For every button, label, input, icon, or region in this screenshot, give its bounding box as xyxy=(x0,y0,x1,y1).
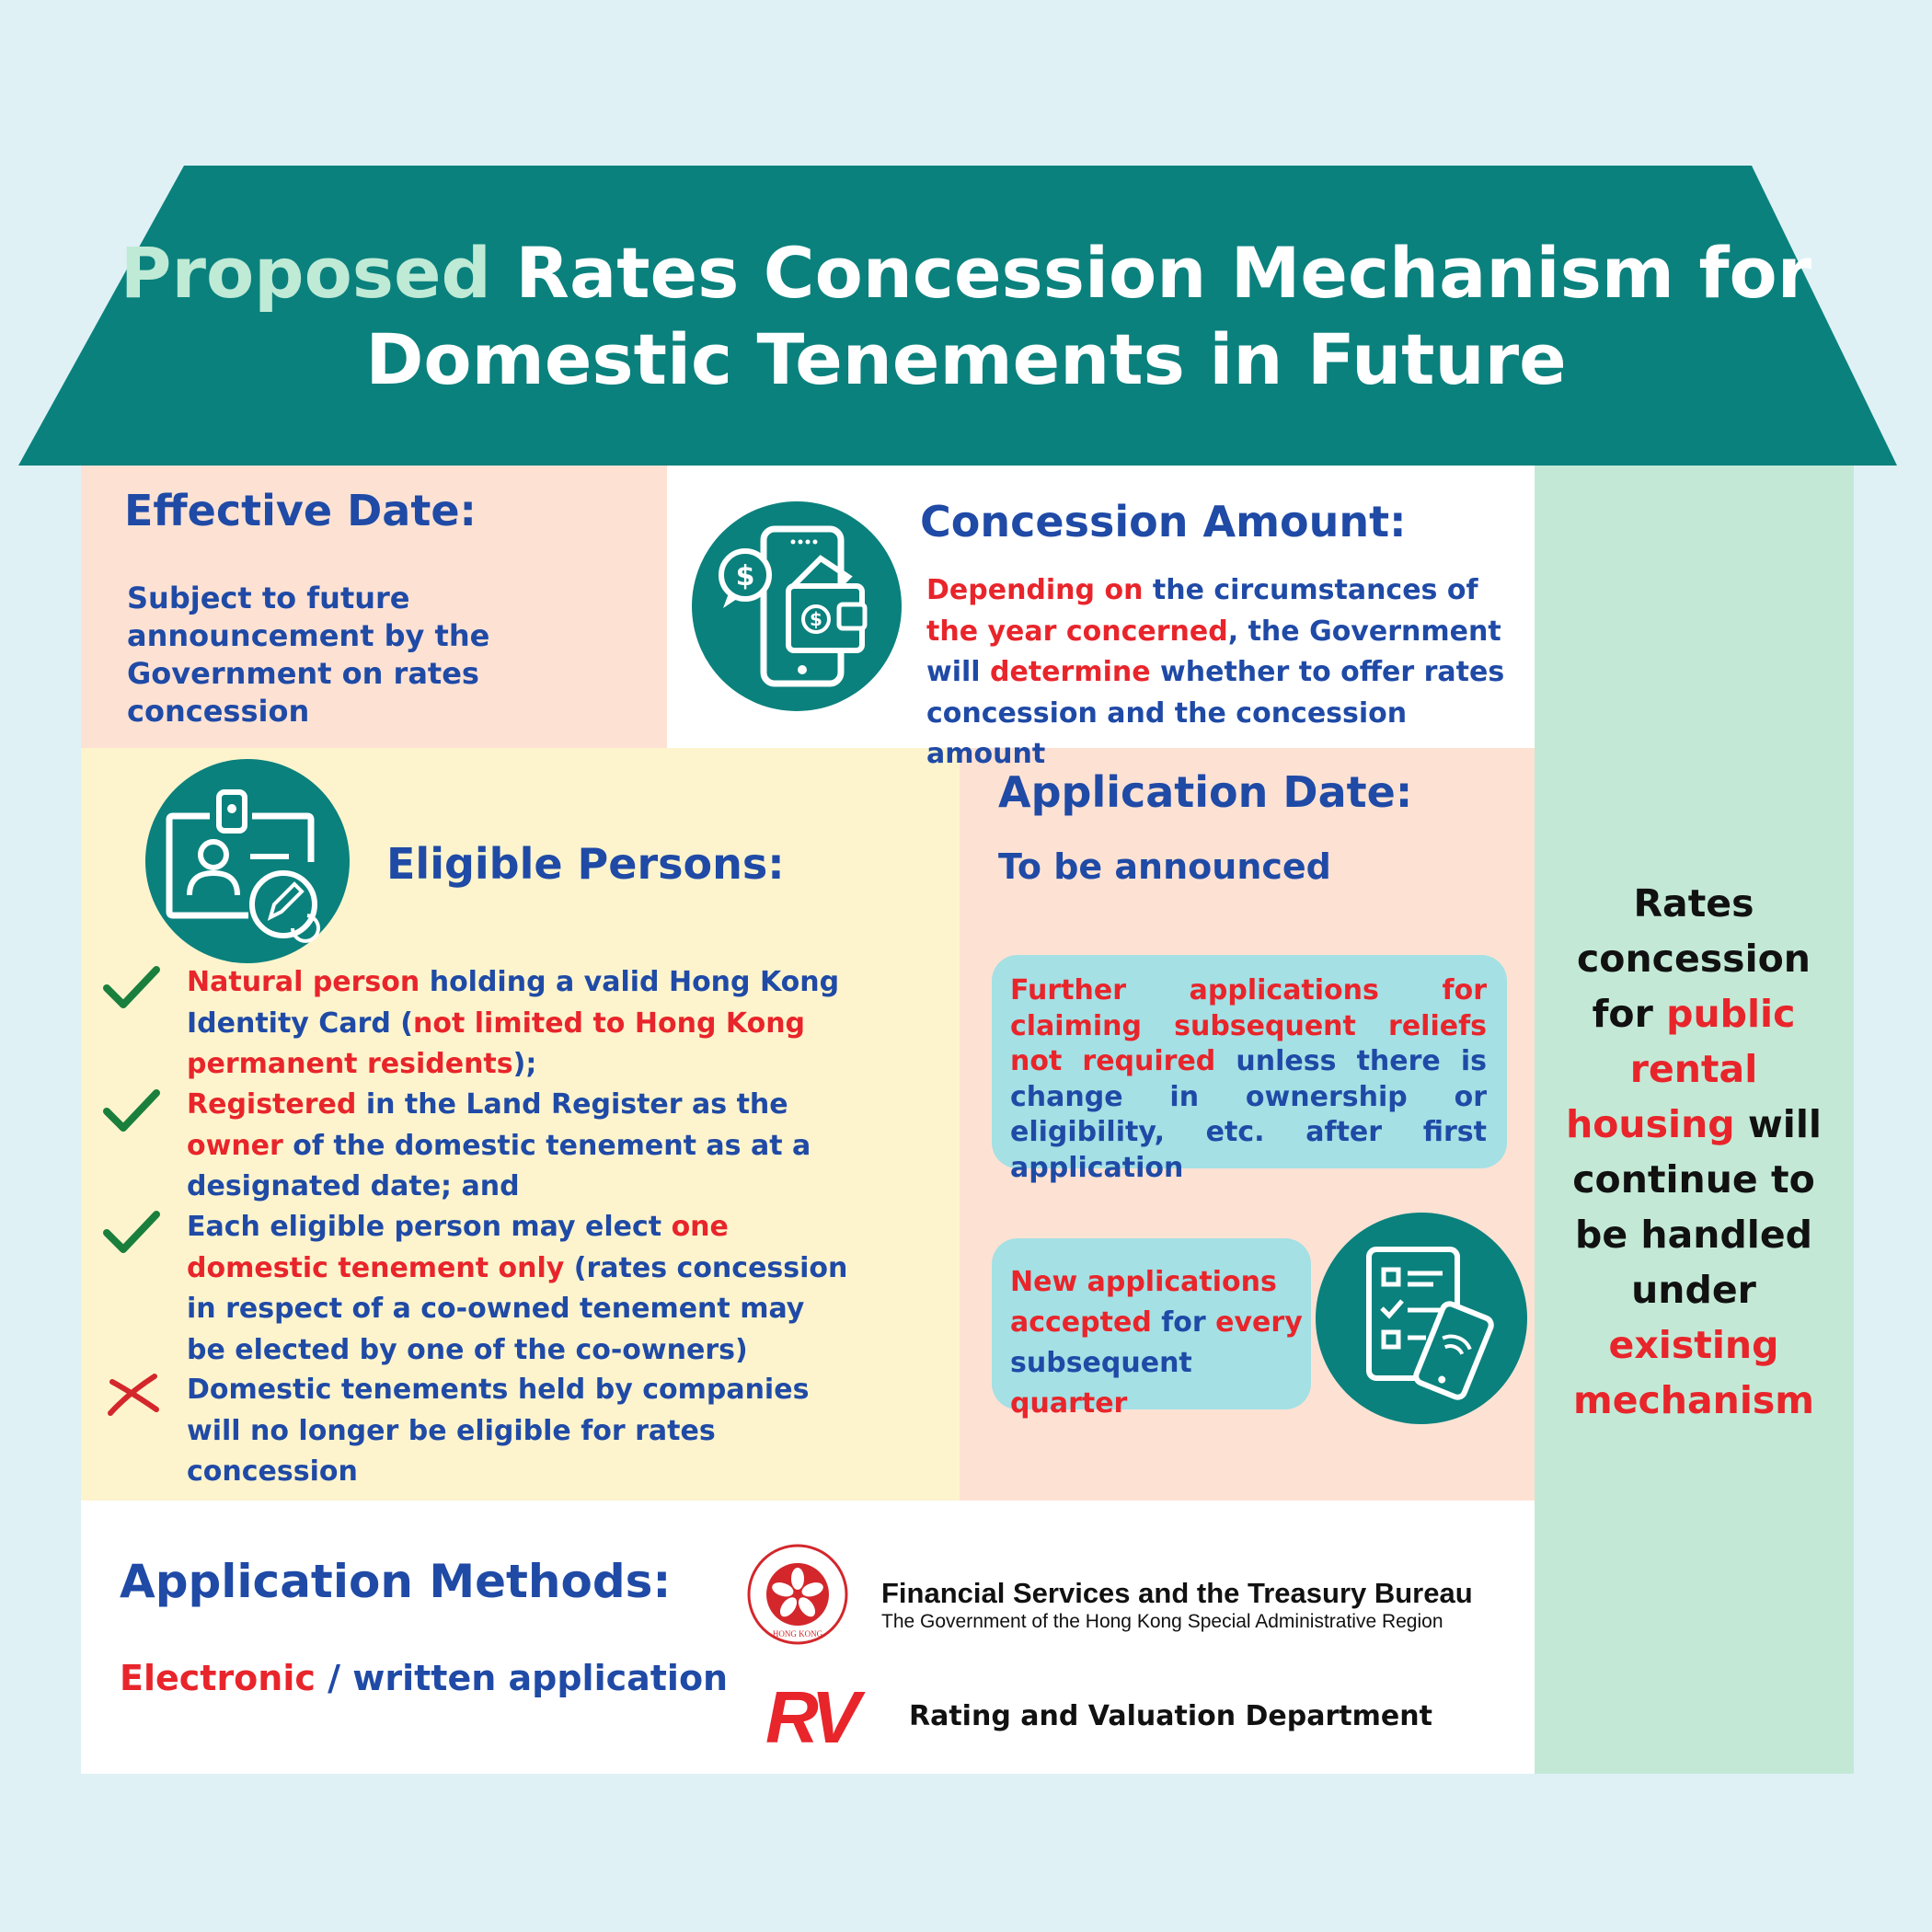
text-segment: the year concerned xyxy=(926,615,1228,648)
criterion-companies-excluded xyxy=(187,1370,849,1493)
text-segment: of the domestic tenement as at a designated date; and xyxy=(187,1129,811,1202)
new-applications-text xyxy=(1010,1262,1305,1424)
text-segment: owner xyxy=(187,1129,283,1162)
effective-date-heading: Effective Date: xyxy=(124,486,477,535)
text-segment: Electronic xyxy=(120,1658,316,1698)
side-note-text xyxy=(1542,876,1846,1428)
text-segment: public rental housing xyxy=(1566,992,1796,1146)
text-segment: subsequent xyxy=(1010,1347,1192,1379)
application-date-body: To be announced xyxy=(998,846,1331,887)
emblem-text: HONG KONG xyxy=(772,1629,823,1639)
further-applications-text xyxy=(1010,973,1487,1186)
eligible-persons-heading: Eligible Persons: xyxy=(386,839,785,889)
text-segment: New applications accepted xyxy=(1010,1266,1277,1339)
rvd-name: Rating and Valuation Department xyxy=(909,1700,1432,1732)
text-segment: existing mechanism xyxy=(1572,1323,1815,1422)
title-line-1-rest: Rates Concession Mechanism for xyxy=(490,232,1812,314)
text-segment: Depending on xyxy=(926,574,1144,606)
criterion-registered-owner xyxy=(187,1085,849,1208)
text-segment: will continue to be handled under xyxy=(1572,1102,1822,1312)
page-title xyxy=(110,230,1822,403)
text-segment: one domestic tenement only xyxy=(187,1211,729,1284)
fstb-name: Financial Services and the Treasury Bureau xyxy=(881,1577,1473,1609)
application-methods-body xyxy=(120,1658,728,1698)
title-highlight: Proposed xyxy=(120,232,491,314)
cross-icon xyxy=(103,1373,160,1419)
text-segment: not limited to Hong Kong permanent residents xyxy=(187,1006,806,1080)
text-segment: Domestic tenements held by companies will no longer be eligible for rates concession xyxy=(187,1374,810,1488)
svg-text:$: $ xyxy=(810,608,822,630)
svg-text:$: $ xyxy=(735,560,755,592)
text-segment: every xyxy=(1215,1306,1303,1339)
wallet-phone-icon xyxy=(692,501,902,711)
title-line-1 xyxy=(110,230,1822,316)
text-segment: for xyxy=(1151,1306,1216,1339)
text-segment: Natural person xyxy=(187,966,420,998)
text-segment: ); xyxy=(512,1048,537,1080)
title-line-2: Domestic Tenements in Future xyxy=(365,318,1567,400)
text-segment: Rates concession for xyxy=(1577,881,1811,1036)
id-card-icon xyxy=(145,759,350,963)
text-segment: determine xyxy=(990,656,1151,688)
fstb-subtitle: The Government of the Hong Kong Special Administrative Region xyxy=(881,1611,1443,1632)
checklist-phone-icon xyxy=(1316,1213,1527,1424)
criterion-natural-person xyxy=(187,962,849,1086)
check-icon xyxy=(103,1209,160,1255)
text-segment: holding a valid Hong Kong Identity Card ( xyxy=(187,966,840,1040)
text-segment: (rates concession in respect of a co-owned tenement may be elected by one of the co-owners) xyxy=(187,1251,848,1366)
check-icon xyxy=(103,1087,160,1133)
rvd-logo xyxy=(765,1682,902,1748)
text-segment: , the Government will xyxy=(926,615,1501,688)
text-segment: Further applications for claiming subsequent reliefs not required xyxy=(1010,974,1487,1077)
text-segment: quarter xyxy=(1010,1387,1128,1420)
text-segment: whether to offer rates concession and the concession amount xyxy=(926,656,1505,770)
application-date-heading: Application Date: xyxy=(998,767,1413,817)
text-segment: unless there is change in ownership or eligibility, etc. after first application xyxy=(1010,1045,1487,1184)
text-segment: Each eligible person may elect xyxy=(187,1211,672,1243)
effective-date-body: Subject to future announcement by the Government on rates concession xyxy=(127,581,490,729)
concession-amount-body xyxy=(926,570,1524,776)
application-methods-heading: Application Methods: xyxy=(120,1555,672,1608)
text-segment: Registered xyxy=(187,1088,357,1121)
check-icon xyxy=(103,964,160,1010)
criterion-one-tenement xyxy=(187,1207,849,1371)
hksar-emblem-icon xyxy=(747,1544,848,1645)
text-segment: the circumstances of xyxy=(1143,574,1478,606)
text-segment: / written application xyxy=(315,1658,729,1698)
rv-logo-text: RV xyxy=(765,1682,854,1748)
concession-amount-heading: Concession Amount: xyxy=(920,497,1407,546)
text-segment: in the Land Register as the xyxy=(356,1088,788,1121)
